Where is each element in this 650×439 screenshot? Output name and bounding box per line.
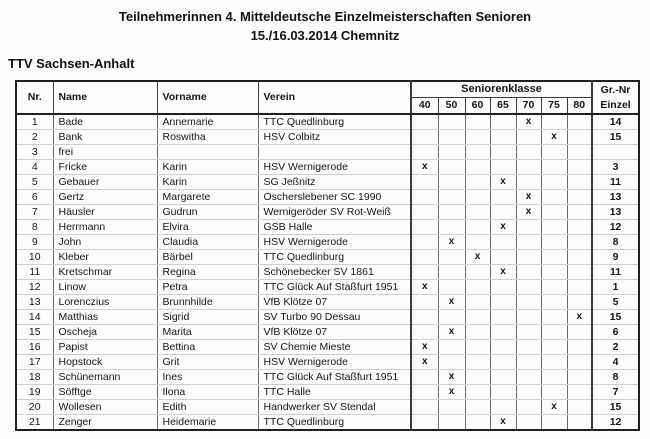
vorname-cell: Ines xyxy=(157,370,258,385)
klasse-65-cell xyxy=(490,130,516,145)
verein-cell: TTC Halle xyxy=(258,385,411,400)
gr-nr-einzel-cell: 13 xyxy=(592,205,639,220)
klasse-75-cell xyxy=(541,340,567,355)
klasse-80-cell xyxy=(567,355,592,370)
klasse-50-cell xyxy=(438,114,465,130)
klasse-50-cell xyxy=(438,145,465,160)
gr-nr-einzel-cell: 5 xyxy=(592,295,639,310)
table-body xyxy=(16,114,639,430)
name-cell: Söfftge xyxy=(53,385,157,400)
col-header-klasse-80: 80 xyxy=(567,98,592,115)
gr-nr-einzel-cell: 8 xyxy=(592,370,639,385)
klasse-60-cell xyxy=(465,385,490,400)
klasse-80-cell xyxy=(567,160,592,175)
table-row xyxy=(16,340,639,355)
klasse-50-cell xyxy=(438,205,465,220)
verein-cell: TTC Quedlinburg xyxy=(258,415,411,431)
klasse-80-cell xyxy=(567,114,592,130)
verein-cell: SG Jeßnitz xyxy=(258,175,411,190)
verein-cell: SV Turbo 90 Dessau xyxy=(258,310,411,325)
klasse-70-cell xyxy=(516,295,541,310)
klasse-50-cell xyxy=(438,250,465,265)
klasse-75-cell xyxy=(541,295,567,310)
vorname-cell: Sigrid xyxy=(157,310,258,325)
col-header-name: Name xyxy=(53,81,157,114)
klasse-50-cell xyxy=(438,280,465,295)
klasse-80-cell xyxy=(567,340,592,355)
vorname-cell: Heidemarie xyxy=(157,415,258,431)
nr-cell: 19 xyxy=(16,385,53,400)
name-cell: Fricke xyxy=(53,160,157,175)
klasse-40-cell xyxy=(411,385,438,400)
klasse-65-cell xyxy=(490,340,516,355)
table-row xyxy=(16,220,639,235)
table-row xyxy=(16,325,639,340)
klasse-75-cell xyxy=(541,265,567,280)
association-heading: TTV Sachsen-Anhalt xyxy=(8,56,135,71)
table-row xyxy=(16,175,639,190)
nr-cell: 8 xyxy=(16,220,53,235)
klasse-40-cell xyxy=(411,415,438,431)
nr-cell: 14 xyxy=(16,310,53,325)
name-cell: Lorenczius xyxy=(53,295,157,310)
klasse-60-cell xyxy=(465,220,490,235)
vorname-cell: Annemarie xyxy=(157,114,258,130)
klasse-70-cell xyxy=(516,415,541,431)
klasse-40-cell xyxy=(411,310,438,325)
gr-nr-einzel-cell: 9 xyxy=(592,250,639,265)
klasse-60-cell xyxy=(465,190,490,205)
klasse-65-cell: x xyxy=(490,265,516,280)
klasse-70-cell xyxy=(516,310,541,325)
klasse-80-cell xyxy=(567,220,592,235)
klasse-40-cell xyxy=(411,400,438,415)
klasse-65-cell xyxy=(490,160,516,175)
nr-cell: 16 xyxy=(16,340,53,355)
klasse-50-cell xyxy=(438,160,465,175)
klasse-65-cell xyxy=(490,325,516,340)
verein-cell: HSV Colbitz xyxy=(258,130,411,145)
name-cell: Bade xyxy=(53,114,157,130)
klasse-75-cell xyxy=(541,415,567,431)
klasse-80-cell xyxy=(567,295,592,310)
gr-nr-einzel-cell: 15 xyxy=(592,400,639,415)
klasse-75-cell xyxy=(541,370,567,385)
klasse-50-cell xyxy=(438,400,465,415)
klasse-80-cell xyxy=(567,385,592,400)
nr-cell: 2 xyxy=(16,130,53,145)
table-row xyxy=(16,205,639,220)
nr-cell: 18 xyxy=(16,370,53,385)
nr-cell: 4 xyxy=(16,160,53,175)
klasse-60-cell xyxy=(465,400,490,415)
klasse-80-cell: x xyxy=(567,310,592,325)
klasse-80-cell xyxy=(567,250,592,265)
vorname-cell: Marita xyxy=(157,325,258,340)
table-row xyxy=(16,385,639,400)
document-title-line1: Teilnehmerinnen 4. Mitteldeutsche Einzelmeisterschaften Senioren xyxy=(118,9,532,24)
vorname-cell: Elvira xyxy=(157,220,258,235)
nr-cell: 20 xyxy=(16,400,53,415)
klasse-40-cell: x xyxy=(411,355,438,370)
klasse-70-cell xyxy=(516,370,541,385)
document-title-line2: 15./16.03.2014 Chemnitz xyxy=(250,28,400,43)
klasse-40-cell xyxy=(411,250,438,265)
klasse-65-cell xyxy=(490,145,516,160)
klasse-40-cell xyxy=(411,145,438,160)
verein-cell: Handwerker SV Stendal xyxy=(258,400,411,415)
klasse-75-cell xyxy=(541,355,567,370)
name-cell: Bank xyxy=(53,130,157,145)
table-row xyxy=(16,160,639,175)
vorname-cell: Roswitha xyxy=(157,130,258,145)
klasse-70-cell xyxy=(516,355,541,370)
klasse-50-cell xyxy=(438,355,465,370)
gr-nr-einzel-cell: 13 xyxy=(592,190,639,205)
klasse-60-cell xyxy=(465,175,490,190)
table-row xyxy=(16,310,639,325)
klasse-80-cell xyxy=(567,190,592,205)
table-header-row-1 xyxy=(16,81,639,98)
klasse-50-cell xyxy=(438,265,465,280)
klasse-80-cell xyxy=(567,400,592,415)
vorname-cell: Gudrun xyxy=(157,205,258,220)
gr-nr-einzel-cell: 3 xyxy=(592,160,639,175)
klasse-65-cell xyxy=(490,190,516,205)
klasse-70-cell xyxy=(516,250,541,265)
name-cell: Häusler xyxy=(53,205,157,220)
verein-cell: VfB Klötze 07 xyxy=(258,295,411,310)
nr-cell: 12 xyxy=(16,280,53,295)
gr-nr-einzel-cell: 7 xyxy=(592,385,639,400)
vorname-cell: Karin xyxy=(157,175,258,190)
verein-cell: HSV Wernigerode xyxy=(258,355,411,370)
klasse-75-cell xyxy=(541,114,567,130)
name-cell: Oscheja xyxy=(53,325,157,340)
name-cell: Schünemann xyxy=(53,370,157,385)
col-header-klasse-40: 40 xyxy=(411,98,438,115)
name-cell: Herrmann xyxy=(53,220,157,235)
table-row xyxy=(16,250,639,265)
klasse-60-cell xyxy=(465,145,490,160)
klasse-65-cell xyxy=(490,295,516,310)
klasse-60-cell xyxy=(465,355,490,370)
table-row xyxy=(16,145,639,160)
klasse-80-cell xyxy=(567,265,592,280)
klasse-40-cell xyxy=(411,370,438,385)
klasse-40-cell xyxy=(411,325,438,340)
table-row xyxy=(16,235,639,250)
vorname-cell xyxy=(157,145,258,160)
klasse-70-cell xyxy=(516,160,541,175)
nr-cell: 6 xyxy=(16,190,53,205)
verein-cell: HSV Wernigerode xyxy=(258,160,411,175)
klasse-65-cell: x xyxy=(490,220,516,235)
klasse-70-cell: x xyxy=(516,114,541,130)
nr-cell: 3 xyxy=(16,145,53,160)
klasse-65-cell: x xyxy=(490,415,516,431)
nr-cell: 5 xyxy=(16,175,53,190)
klasse-75-cell xyxy=(541,145,567,160)
verein-cell: Oscherslebener SC 1990 xyxy=(258,190,411,205)
klasse-70-cell xyxy=(516,130,541,145)
klasse-50-cell: x xyxy=(438,370,465,385)
klasse-60-cell xyxy=(465,265,490,280)
name-cell: Zenger xyxy=(53,415,157,431)
col-header-verein: Verein xyxy=(258,81,411,114)
nr-cell: 9 xyxy=(16,235,53,250)
col-header-klasse-50: 50 xyxy=(438,98,465,115)
table-row xyxy=(16,355,639,370)
klasse-50-cell: x xyxy=(438,235,465,250)
klasse-40-cell: x xyxy=(411,160,438,175)
verein-cell: TTC Glück Auf Staßfurt 1951 xyxy=(258,370,411,385)
verein-cell: Schönebecker SV 1861 xyxy=(258,265,411,280)
gr-nr-einzel-cell: 12 xyxy=(592,415,639,431)
klasse-75-cell xyxy=(541,310,567,325)
name-cell: Kretschmar xyxy=(53,265,157,280)
nr-cell: 10 xyxy=(16,250,53,265)
klasse-50-cell xyxy=(438,220,465,235)
verein-cell: TTC Glück Auf Staßfurt 1951 xyxy=(258,280,411,295)
klasse-70-cell: x xyxy=(516,190,541,205)
table-row xyxy=(16,190,639,205)
gr-nr-einzel-cell: 4 xyxy=(592,355,639,370)
table-row xyxy=(16,114,639,130)
klasse-40-cell xyxy=(411,190,438,205)
name-cell: Matthias xyxy=(53,310,157,325)
klasse-70-cell xyxy=(516,265,541,280)
nr-cell: 1 xyxy=(16,114,53,130)
klasse-50-cell xyxy=(438,310,465,325)
klasse-65-cell xyxy=(490,370,516,385)
klasse-50-cell xyxy=(438,190,465,205)
klasse-80-cell xyxy=(567,205,592,220)
klasse-60-cell xyxy=(465,280,490,295)
name-cell: Kleber xyxy=(53,250,157,265)
name-cell: Hopstock xyxy=(53,355,157,370)
col-header-vorname: Vorname xyxy=(157,81,258,114)
klasse-70-cell xyxy=(516,400,541,415)
klasse-50-cell: x xyxy=(438,295,465,310)
klasse-80-cell xyxy=(567,280,592,295)
klasse-65-cell xyxy=(490,114,516,130)
nr-cell: 21 xyxy=(16,415,53,431)
table-row xyxy=(16,295,639,310)
table-row xyxy=(16,280,639,295)
vorname-cell: Grit xyxy=(157,355,258,370)
name-cell: Linow xyxy=(53,280,157,295)
klasse-70-cell xyxy=(516,235,541,250)
klasse-65-cell xyxy=(490,385,516,400)
klasse-70-cell xyxy=(516,340,541,355)
klasse-40-cell xyxy=(411,235,438,250)
klasse-65-cell: x xyxy=(490,175,516,190)
gr-nr-einzel-cell: 14 xyxy=(592,114,639,130)
gr-nr-einzel-cell xyxy=(592,145,639,160)
klasse-75-cell: x xyxy=(541,400,567,415)
klasse-75-cell xyxy=(541,190,567,205)
klasse-80-cell xyxy=(567,130,592,145)
klasse-60-cell xyxy=(465,325,490,340)
klasse-50-cell: x xyxy=(438,325,465,340)
klasse-75-cell xyxy=(541,250,567,265)
klasse-40-cell xyxy=(411,265,438,280)
klasse-75-cell xyxy=(541,235,567,250)
klasse-70-cell xyxy=(516,220,541,235)
name-cell: Gebauer xyxy=(53,175,157,190)
klasse-75-cell xyxy=(541,205,567,220)
klasse-70-cell xyxy=(516,385,541,400)
klasse-80-cell xyxy=(567,175,592,190)
klasse-60-cell xyxy=(465,130,490,145)
klasse-70-cell xyxy=(516,280,541,295)
participants-table xyxy=(15,80,640,431)
klasse-80-cell xyxy=(567,325,592,340)
col-header-nr: Nr. xyxy=(16,81,53,114)
table-row xyxy=(16,415,639,431)
klasse-40-cell xyxy=(411,205,438,220)
vorname-cell: Edith xyxy=(157,400,258,415)
klasse-60-cell xyxy=(465,295,490,310)
table-row xyxy=(16,400,639,415)
col-header-seniorenklasse: Seniorenklasse xyxy=(411,81,592,98)
klasse-65-cell xyxy=(490,400,516,415)
verein-cell: TTC Quedlinburg xyxy=(258,250,411,265)
vorname-cell: Karin xyxy=(157,160,258,175)
klasse-40-cell xyxy=(411,130,438,145)
klasse-50-cell: x xyxy=(438,385,465,400)
klasse-80-cell xyxy=(567,235,592,250)
gr-nr-einzel-cell: 6 xyxy=(592,325,639,340)
verein-cell: HSV Wernigerode xyxy=(258,235,411,250)
gr-nr-einzel-cell: 8 xyxy=(592,235,639,250)
name-cell: frei xyxy=(53,145,157,160)
klasse-60-cell xyxy=(465,415,490,431)
klasse-75-cell xyxy=(541,280,567,295)
klasse-60-cell xyxy=(465,310,490,325)
klasse-65-cell xyxy=(490,355,516,370)
nr-cell: 11 xyxy=(16,265,53,280)
name-cell: Gertz xyxy=(53,190,157,205)
verein-cell: VfB Klötze 07 xyxy=(258,325,411,340)
gr-nr-einzel-cell: 2 xyxy=(592,340,639,355)
klasse-65-cell xyxy=(490,310,516,325)
verein-cell: SV Chemie Mieste xyxy=(258,340,411,355)
klasse-60-cell xyxy=(465,340,490,355)
col-header-gr-line2: Einzel xyxy=(600,98,631,111)
table-header xyxy=(16,81,639,114)
klasse-40-cell xyxy=(411,295,438,310)
klasse-80-cell xyxy=(567,415,592,431)
gr-nr-einzel-cell: 15 xyxy=(592,130,639,145)
vorname-cell: Claudia xyxy=(157,235,258,250)
klasse-75-cell: x xyxy=(541,130,567,145)
nr-cell: 17 xyxy=(16,355,53,370)
vorname-cell: Bettina xyxy=(157,340,258,355)
col-header-gr-nr-einzel xyxy=(592,81,639,114)
table-row xyxy=(16,130,639,145)
klasse-60-cell xyxy=(465,160,490,175)
klasse-70-cell xyxy=(516,325,541,340)
gr-nr-einzel-cell: 11 xyxy=(592,175,639,190)
klasse-40-cell: x xyxy=(411,340,438,355)
klasse-60-cell xyxy=(465,114,490,130)
vorname-cell: Ilona xyxy=(157,385,258,400)
verein-cell xyxy=(258,145,411,160)
klasse-50-cell xyxy=(438,130,465,145)
klasse-40-cell: x xyxy=(411,280,438,295)
gr-nr-einzel-cell: 15 xyxy=(592,310,639,325)
col-header-klasse-65: 65 xyxy=(490,98,516,115)
klasse-40-cell xyxy=(411,175,438,190)
verein-cell: GSB Halle xyxy=(258,220,411,235)
klasse-60-cell: x xyxy=(465,250,490,265)
verein-cell: Wernigeröder SV Rot-Weiß xyxy=(258,205,411,220)
klasse-70-cell xyxy=(516,145,541,160)
verein-cell: TTC Quedlinburg xyxy=(258,114,411,130)
klasse-75-cell xyxy=(541,220,567,235)
klasse-80-cell xyxy=(567,145,592,160)
nr-cell: 15 xyxy=(16,325,53,340)
nr-cell: 7 xyxy=(16,205,53,220)
klasse-60-cell xyxy=(465,205,490,220)
klasse-65-cell xyxy=(490,250,516,265)
name-cell: Papist xyxy=(53,340,157,355)
klasse-65-cell xyxy=(490,280,516,295)
klasse-65-cell xyxy=(490,235,516,250)
klasse-50-cell xyxy=(438,340,465,355)
klasse-40-cell xyxy=(411,220,438,235)
table-row xyxy=(16,370,639,385)
gr-nr-einzel-cell: 11 xyxy=(592,265,639,280)
klasse-70-cell: x xyxy=(516,205,541,220)
col-header-klasse-70: 70 xyxy=(516,98,541,115)
col-header-gr-line1: Gr.-Nr xyxy=(600,83,631,96)
klasse-50-cell xyxy=(438,175,465,190)
name-cell: John xyxy=(53,235,157,250)
vorname-cell: Regina xyxy=(157,265,258,280)
col-header-klasse-60: 60 xyxy=(465,98,490,115)
vorname-cell: Brunnhilde xyxy=(157,295,258,310)
klasse-75-cell xyxy=(541,385,567,400)
klasse-60-cell xyxy=(465,235,490,250)
gr-nr-einzel-cell: 12 xyxy=(592,220,639,235)
klasse-80-cell xyxy=(567,370,592,385)
klasse-75-cell xyxy=(541,325,567,340)
klasse-50-cell xyxy=(438,415,465,431)
klasse-40-cell xyxy=(411,114,438,130)
klasse-65-cell xyxy=(490,205,516,220)
col-header-klasse-75: 75 xyxy=(541,98,567,115)
table-row xyxy=(16,265,639,280)
vorname-cell: Petra xyxy=(157,280,258,295)
nr-cell: 13 xyxy=(16,295,53,310)
klasse-75-cell xyxy=(541,160,567,175)
vorname-cell: Margarete xyxy=(157,190,258,205)
gr-nr-einzel-cell: 1 xyxy=(592,280,639,295)
klasse-70-cell xyxy=(516,175,541,190)
klasse-60-cell xyxy=(465,370,490,385)
name-cell: Wollesen xyxy=(53,400,157,415)
klasse-75-cell xyxy=(541,175,567,190)
document-title xyxy=(0,7,650,45)
vorname-cell: Bärbel xyxy=(157,250,258,265)
